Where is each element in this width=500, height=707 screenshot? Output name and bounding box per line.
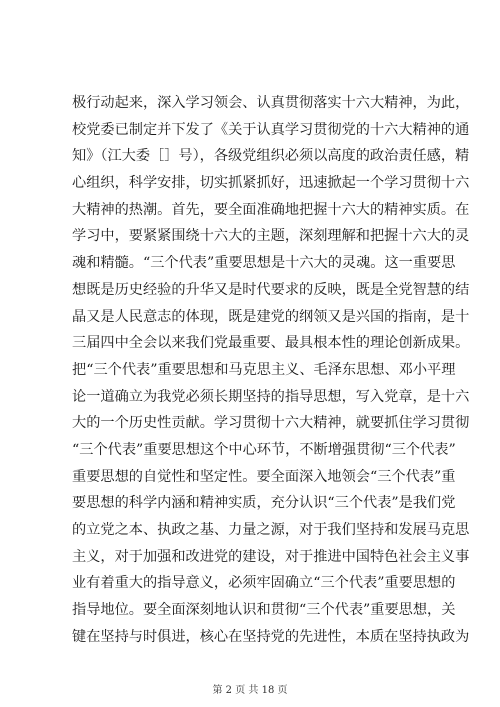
text-line: 魂和精髓。“三个代表”重要思想是十六大的灵魂。这一重要思 [72,255,456,272]
body-text [72,90,470,650]
text-line: 校党委已制定并下发了《关于认真学习贯彻党的十六大精神的通 [72,121,470,138]
text-line: 把“三个代表”重要思想和马克思主义、毛泽东思想、邓小平理 [72,361,456,378]
text-line: 知》（江大委［］号），各级党组织必须以高度的政治责任感，精 [72,148,470,165]
text-line: 键在坚持与时俱进，核心在坚持党的先进性，本质在坚持执政为 [72,628,470,645]
text-line: 大的一个历史性贡献。学习贯彻十六大精神，就要抓住学习贯彻 [72,415,470,432]
page-footer: 第 2 页 共 18 页 [212,685,288,696]
text-line: 三届四中全会以来我们党最重要、最具根本性的理论创新成果。 [72,335,470,352]
text-line: 业有着重大的指导意义，必须牢固确立“三个代表”重要思想的 [72,575,456,592]
text-line: 指导地位。要全面深刻地认识和贯彻“三个代表”重要思想，关 [72,602,456,619]
text-line: 重要思想的自觉性和坚定性。要全面深入地领会“三个代表”重 [72,468,456,485]
text-line: 要思想的科学内涵和精神实质，充分认识“三个代表”是我们党 [72,495,456,512]
text-line: 论一道确立为我党必须长期坚持的指导思想，写入党章，是十六 [72,388,470,405]
text-line: 主义，对于加强和改进党的建设，对于推进中国特色社会主义事 [72,548,470,565]
text-line: 大精神的热潮。首先，要全面准确地把握十六大的精神实质。在 [72,201,470,218]
text-line: 极行动起来，深入学习领会、认真贯彻落实十六大精神，为此， [72,95,470,111]
text-line: 晶又是人民意志的体现，既是建党的纲领又是兴国的指南，是十 [72,308,470,325]
text-line: 想既是历史经验的升华又是时代要求的反映，既是全党智慧的结 [72,281,470,298]
text-line: 的立党之本、执政之基、力量之源，对于我们坚持和发展马克思 [72,522,470,538]
text-line: “三个代表”重要思想这个中心环节，不断增强贯彻“三个代表” [72,441,456,458]
text-line: 学习中，要紧紧围绕十六大的主题，深刻理解和把握十六大的灵 [72,228,470,245]
text-line: 心组织，科学安排，切实抓紧抓好，迅速掀起一个学习贯彻十六 [72,175,470,192]
